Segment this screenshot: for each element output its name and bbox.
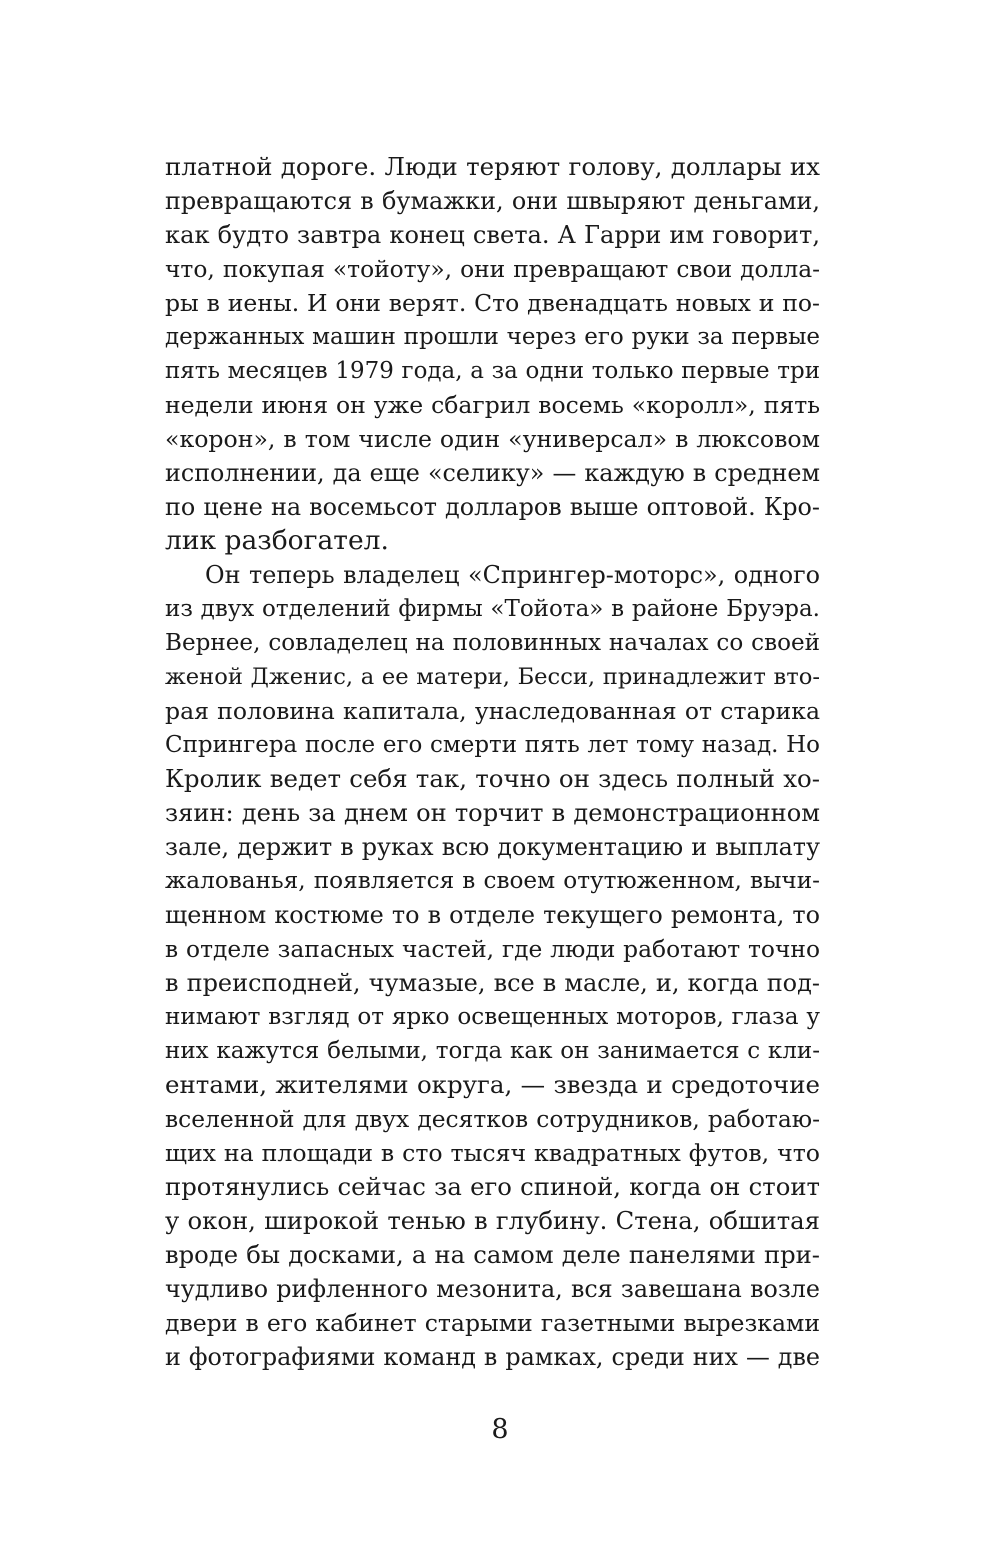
text-line: по цене на восемьсот долларов выше оптовой. Кро- (165, 493, 820, 521)
text-line: чудливо рифленного мезонита, вся завешана возле (165, 1275, 820, 1303)
text-line: двери в его кабинет старыми газетными вырезками (165, 1309, 820, 1337)
paragraph-last-line: лик разбогател. (165, 525, 389, 556)
text-line: и фотографиями команд в рамках, среди них — две (165, 1343, 820, 1371)
text-line: «корон», в том числе один «универсал» в люксовом (165, 425, 820, 453)
text-line: них кажутся белыми, тогда как он занимается с кли- (165, 1038, 820, 1064)
text-line: в преисподней, чумазые, все в масле, и, когда под- (165, 969, 820, 997)
text-line: зале, держит в руках всю документацию и выплату (165, 833, 820, 861)
text-line: щих на площади в сто тысяч квадратных футов, что (165, 1139, 820, 1167)
text-line: Вернее, совладелец на половинных началах со своей (165, 630, 820, 656)
text-line: как будто завтра конец света. А Гарри им говорит, (165, 221, 820, 249)
text-line: превращаются в бумажки, они швыряют деньгами, (165, 187, 820, 215)
text-line: из двух отделений фирмы «Тойота» в районе Бруэра. (165, 596, 820, 622)
text-line: платной дороге. Люди теряют голову, доллары их (165, 152, 820, 181)
text-line: исполнении, да еще «селику» — каждую в среднем (165, 459, 820, 487)
text-line: зяин: день за днем он торчит в демонстрационном (165, 799, 820, 827)
page-number: 8 (491, 1414, 509, 1445)
text-line: женой Дженис, а ее матери, Бесси, принадлежит вто- (165, 664, 820, 690)
text-line: что, покупая «тойоту», они превращают свои долла- (165, 255, 820, 283)
text-line: ры в иены. И они верят. Сто двенадцать новых и по- (165, 289, 820, 317)
text-line: ентами, жителями округа, — звезда и средоточие (165, 1070, 820, 1099)
paragraph-first-line: Он теперь владелец «Спрингер-моторс», одного (205, 561, 820, 589)
text-line: жалованья, появляется в своем отутюженном, вычи- (165, 867, 820, 894)
text-line: недели июня он уже сбагрил восемь «королл», пять (165, 391, 820, 419)
text-line: Спрингера после его смерти пять лет тому назад. Но (165, 732, 820, 758)
text-line: щенном костюме то в отделе текущего ремонта, то (165, 901, 820, 929)
text-line: нимают взгляд от ярко освещенных моторов, глаза у (165, 1004, 820, 1030)
text-line: пять месяцев 1979 года, а за одни только первые три (165, 358, 820, 384)
text-line: протянулись сейчас за его спиной, когда он стоит (165, 1172, 820, 1201)
text-line: вроде бы досками, а на самом деле панелями при- (165, 1240, 820, 1269)
text-line: вселенной для двух десятков сотрудников, работаю- (165, 1105, 820, 1133)
text-line: Кролик ведет себя так, точно он здесь полный хо- (165, 764, 820, 793)
text-line: у окон, широкой тенью в глубину. Стена, обшитая (165, 1206, 820, 1235)
text-line: в отделе запасных частей, где люди работают точно (165, 935, 820, 963)
text-line: держанных машин прошли через его руки за первые (165, 324, 820, 350)
text-line: рая половина капитала, унаследованная от старика (165, 697, 820, 725)
